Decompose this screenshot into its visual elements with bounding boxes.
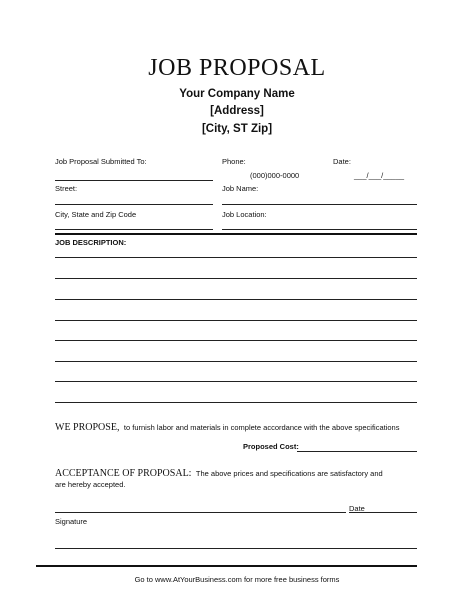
description-line[interactable] — [55, 402, 417, 403]
job-description-label: JOB DESCRIPTION: — [55, 238, 127, 247]
acceptance-statement — [55, 463, 383, 481]
acceptance-text-continued: are hereby accepted. — [55, 480, 126, 489]
job-location-field[interactable] — [222, 229, 417, 230]
street-label: Street: — [55, 184, 78, 193]
description-line[interactable] — [55, 340, 417, 341]
acceptance-line[interactable] — [55, 512, 346, 513]
description-line[interactable] — [55, 320, 417, 321]
phone-label: Phone: — [222, 157, 246, 166]
date-value: ___/___/_____ — [354, 171, 405, 180]
proposed-cost-field[interactable] — [297, 451, 417, 452]
job-name-label: Job Name: — [222, 184, 259, 193]
company-city: [City, ST Zip] — [201, 123, 273, 135]
acceptance-date-field[interactable] — [349, 512, 417, 513]
signature-label: Signature — [55, 517, 88, 526]
proposal-statement — [55, 417, 399, 435]
phone-value: (000)000-0000 — [250, 171, 300, 180]
description-line[interactable] — [55, 361, 417, 362]
submitted-to-label: Job Proposal Submitted To: — [55, 157, 147, 166]
we-propose-text: to furnish labor and materials in complete accordance with the above specifications — [123, 423, 400, 432]
signature-field[interactable] — [55, 548, 417, 549]
city-state-zip-label: City, State and Zip Code — [55, 210, 137, 219]
document-title: JOB PROPOSAL — [148, 55, 326, 81]
acceptance-date-label: Date — [349, 504, 365, 513]
we-propose-heading: WE PROPOSE, — [55, 422, 120, 433]
street-field[interactable] — [55, 204, 213, 205]
description-line[interactable] — [55, 299, 417, 300]
city-state-zip-field[interactable] — [55, 229, 213, 230]
proposed-cost-label: Proposed Cost: — [243, 442, 299, 451]
date-label: Date: — [333, 157, 351, 166]
footer-divider — [36, 565, 417, 567]
job-location-label: Job Location: — [222, 210, 267, 219]
job-name-field[interactable] — [222, 204, 417, 205]
acceptance-heading: ACCEPTANCE OF PROPOSAL: — [55, 468, 192, 479]
acceptance-text: The above prices and specifications are satisfactory and — [195, 469, 383, 478]
description-line[interactable] — [55, 257, 417, 258]
company-name: Your Company Name — [179, 88, 295, 100]
submitted-to-field[interactable] — [55, 180, 213, 181]
footer-text: Go to www.AtYourBusiness.com for more free business forms — [134, 575, 340, 584]
description-line[interactable] — [55, 381, 417, 382]
company-address: [Address] — [210, 105, 264, 117]
section-divider — [55, 233, 417, 235]
description-line[interactable] — [55, 278, 417, 279]
